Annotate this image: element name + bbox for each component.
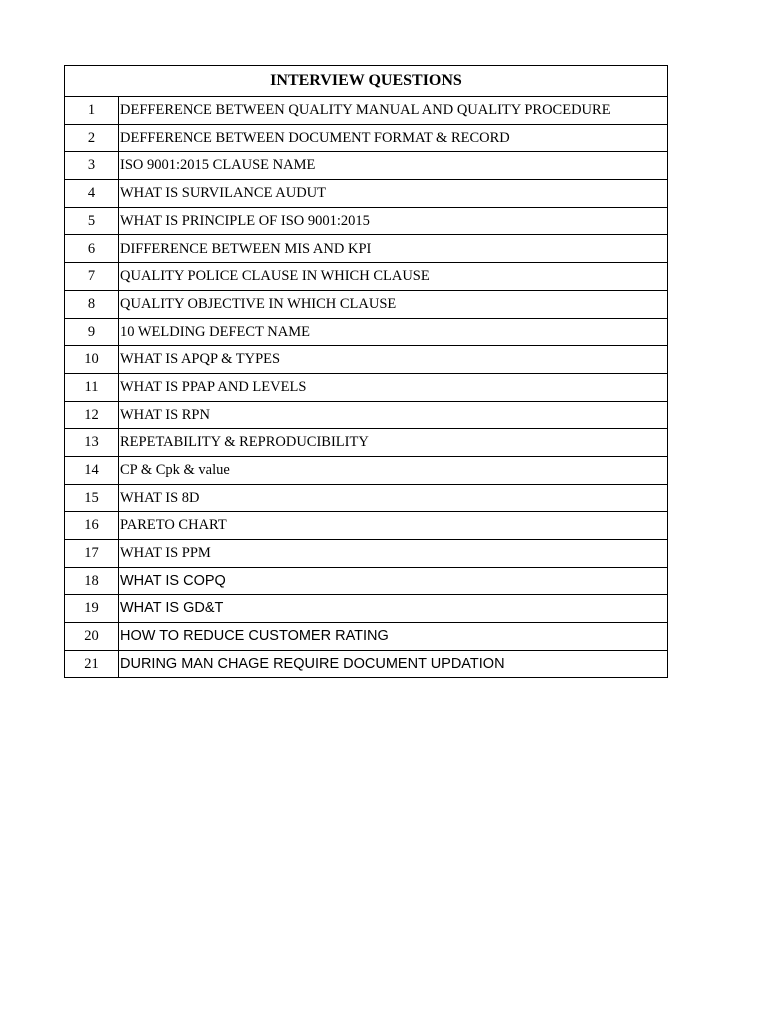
table-row [65,235,668,263]
table-row [65,152,668,180]
table-row [65,207,668,235]
question-text: WHAT IS 8D [119,484,668,512]
question-text: WHAT IS PPM [119,540,668,568]
question-number: 21 [65,650,119,678]
question-number: 1 [65,97,119,125]
question-text: WHAT IS APQP & TYPES [119,346,668,374]
question-text: WHAT IS GD&T [119,595,668,623]
table-row [65,263,668,291]
table-row [65,484,668,512]
table-row [65,401,668,429]
question-number: 14 [65,456,119,484]
table-row [65,595,668,623]
question-text: QUALITY POLICE CLAUSE IN WHICH CLAUSE [119,263,668,291]
question-text: WHAT IS PRINCIPLE OF ISO 9001:2015 [119,207,668,235]
question-number: 3 [65,152,119,180]
table-row [65,180,668,208]
question-number: 15 [65,484,119,512]
question-number: 2 [65,124,119,152]
question-number: 13 [65,429,119,457]
question-number: 9 [65,318,119,346]
interview-questions-table [64,65,668,678]
table-row [65,650,668,678]
question-number: 18 [65,567,119,595]
question-number: 10 [65,346,119,374]
question-text: 10 WELDING DEFECT NAME [119,318,668,346]
question-number: 6 [65,235,119,263]
question-text: WHAT IS SURVILANCE AUDUT [119,180,668,208]
question-number: 11 [65,373,119,401]
question-text: DEFFERENCE BETWEEN DOCUMENT FORMAT & RECORD [119,124,668,152]
question-list [65,97,668,678]
question-number: 5 [65,207,119,235]
table-row [65,567,668,595]
question-text: DIFFERENCE BETWEEN MIS AND KPI [119,235,668,263]
question-number: 16 [65,512,119,540]
table-row [65,318,668,346]
question-text: WHAT IS RPN [119,401,668,429]
table-row [65,540,668,568]
question-text: DEFFERENCE BETWEEN QUALITY MANUAL AND QUALITY PROCEDURE [119,97,668,125]
table-row [65,623,668,651]
question-text: WHAT IS PPAP AND LEVELS [119,373,668,401]
question-number: 20 [65,623,119,651]
question-number: 12 [65,401,119,429]
question-number: 7 [65,263,119,291]
table-row [65,290,668,318]
question-number: 19 [65,595,119,623]
table-row [65,429,668,457]
table-row [65,512,668,540]
question-text: QUALITY OBJECTIVE IN WHICH CLAUSE [119,290,668,318]
question-number: 4 [65,180,119,208]
question-text: DURING MAN CHAGE REQUIRE DOCUMENT UPDATION [119,650,668,678]
question-number: 17 [65,540,119,568]
table-title: INTERVIEW QUESTIONS [65,66,668,97]
question-text: CP & Cpk & value [119,456,668,484]
table-row [65,346,668,374]
question-text: WHAT IS COPQ [119,567,668,595]
question-number: 8 [65,290,119,318]
question-text: ISO 9001:2015 CLAUSE NAME [119,152,668,180]
table-row [65,456,668,484]
table-row [65,124,668,152]
question-text: HOW TO REDUCE CUSTOMER RATING [119,623,668,651]
table-row [65,373,668,401]
question-text: REPETABILITY & REPRODUCIBILITY [119,429,668,457]
table-row [65,97,668,125]
question-text: PARETO CHART [119,512,668,540]
